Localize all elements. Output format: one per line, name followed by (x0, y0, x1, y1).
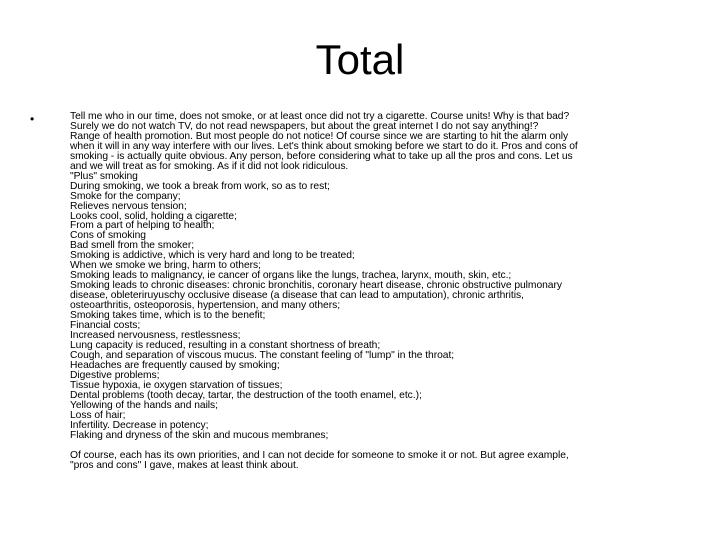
con-item: Bad smell from the smoker; (70, 240, 195, 252)
con-item: Increased nervousness, restlessness; (70, 329, 241, 341)
body-line: when it will in any way interfere with our lives. Let's think about smoking before we start to do it. Pros and cons of (70, 140, 578, 152)
con-item: Tissue hypoxia, ie oxygen starvation of tissues; (70, 379, 283, 391)
body-line: Surely we do not watch TV, do not read newspapers, but about the great internet I do not say anything!? (70, 120, 539, 132)
con-item: Smoking takes time, which is to the benefit; (70, 310, 266, 322)
con-item: Cough, and separation of viscous mucus. The constant feeling of "lump" in the throat; (70, 349, 455, 361)
con-item: Financial costs; (70, 320, 141, 332)
con-item: Headaches are frequently caused by smoking; (70, 359, 280, 371)
body-line: Range of health promotion. But most people do not notice! Of course since we are starting to hit the alarm only (70, 130, 569, 142)
con-item: osteoarthritis, osteoporosis, hypertension, and many others; (70, 300, 341, 312)
con-item: Loss of hair; (70, 409, 126, 421)
con-item: Smoking leads to chronic diseases: chronic bronchitis, coronary heart disease, chronic obstructive pulmonary (70, 280, 562, 292)
slide-body-text (70, 112, 675, 471)
bullet-marker: • (30, 112, 35, 126)
pro-item: Smoke for the company; (70, 190, 181, 202)
closing-line: "pros and cons" I gave, makes at least think about. (70, 460, 299, 472)
con-item: Infertility. Decrease in potency; (70, 419, 209, 431)
body-line: Tell me who in our time, does not smoke, or at least once did not try a cigarette. Course units! Why is that bad? (70, 111, 570, 122)
pros-heading: "Plus" smoking (70, 170, 138, 182)
con-item: Smoking is addictive, which is very hard and long to be treated; (70, 250, 355, 262)
closing-line: Of course, each has its own priorities, and I can not decide for someone to smoke it or not. But agree example, (70, 450, 569, 462)
pro-item: Relieves nervous tension; (70, 200, 187, 212)
pro-item: From a part of helping to health; (70, 220, 215, 232)
cons-heading: Cons of smoking (70, 230, 146, 242)
body-line: smoking - is actually quite obvious. Any person, before considering what to take up all the pros and cons. Let us (70, 150, 573, 162)
slide-title: Total (315, 36, 405, 83)
con-item: Flaking and dryness of the skin and mucous membranes; (70, 429, 329, 441)
con-item: disease, obleteriruyuschy occlusive disease (a disease that can lead to amputation), chronic arthritis, (70, 290, 524, 302)
con-item: Lung capacity is reduced, resulting in a constant shortness of breath; (70, 339, 381, 351)
con-item: Dental problems (tooth decay, tartar, the destruction of the tooth enamel, etc.); (70, 389, 422, 401)
con-item: When we smoke we bring, harm to others; (70, 260, 261, 272)
con-item: Digestive problems; (70, 369, 160, 381)
con-item: Smoking leads to malignancy, ie cancer of organs like the lungs, trachea, larynx, mouth, skin, etc.; (70, 270, 512, 282)
body-line: and we will treat as for smoking. As if it did not look ridiculous. (70, 160, 349, 172)
pro-item: Looks cool, solid, holding a cigarette; (70, 210, 237, 222)
con-item: Yellowing of the hands and nails; (70, 399, 218, 411)
pro-item: During smoking, we took a break from work, so as to rest; (70, 180, 330, 192)
